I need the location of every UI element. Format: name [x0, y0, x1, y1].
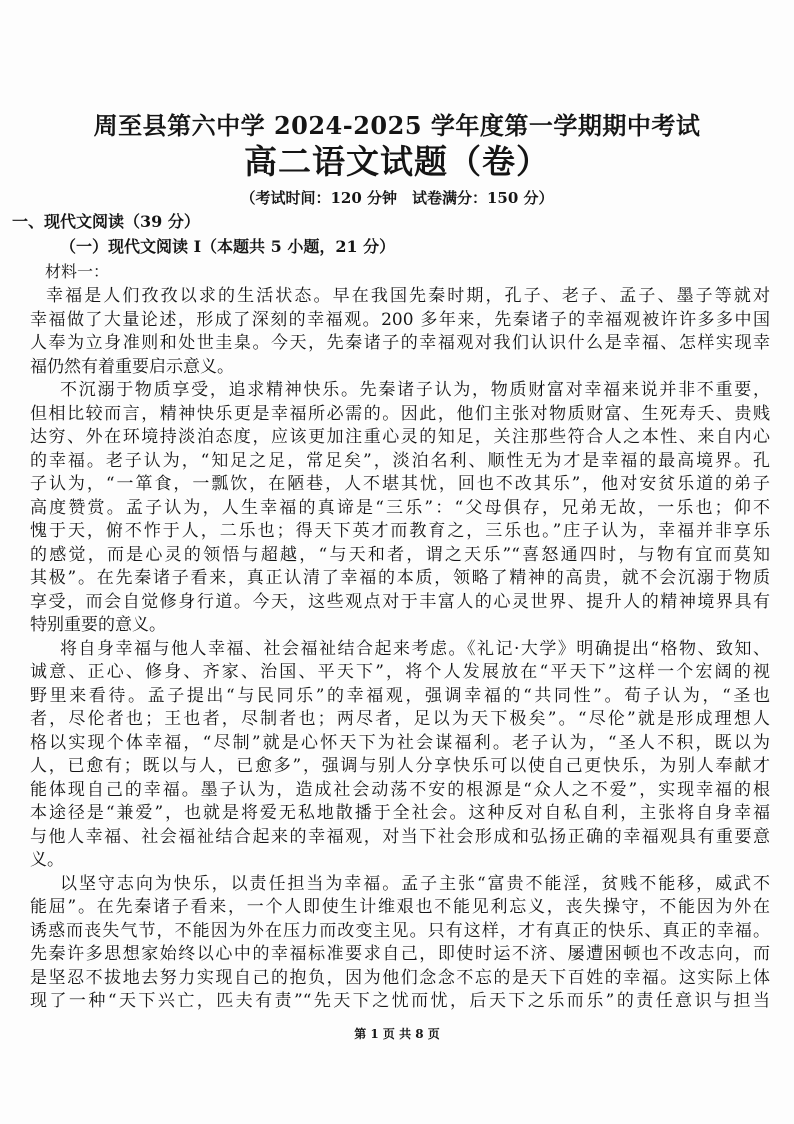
text-line: 以坚守志向为快乐，以责任担当为幸福。孟子主张“富贵不能淫，贫贱不能移，威武不 — [60, 873, 770, 894]
text-line: 福仍然有着重要启示意义。 — [30, 356, 234, 377]
text-line: 其极”。在先秦诸子看来，真正认清了幸福的本质，领略了精神的高贵，就不会沉溺于物质 — [30, 568, 770, 588]
text-line: 人奉为立身准则和处世圭臬。今天，先秦诸子的幸福观对我们认识什么是幸福、怎样实现幸 — [30, 333, 770, 353]
text-line: 能体现自己的幸福。墨子认为，造成社会动荡不安的根源是“众人之不爱”，实现幸福的根 — [30, 779, 770, 800]
text-line: 本途径是“兼爱”，也就是将爱无私地散播于全社会。这种反对自私自利，主张将自身幸福 — [30, 803, 770, 823]
text-line: 不沉溺于物质享受，追求精神快乐。先秦诸子认为，物质财富对幸福来说并非不重要， — [60, 380, 770, 400]
text-line: 愧于天，俯不怍于人，二乐也；得天下英才而教育之，三乐也。”庄子认为，幸福并非享乐 — [30, 521, 770, 541]
paragraph-1 — [30, 285, 770, 379]
school-exam-title: 周至县第六中学 2024-2025 学年度第一学期期中考试 — [93, 111, 701, 140]
text-line: 享受，而会自觉修身行道。今天，这些观点对于丰富人的心灵世界、提升人的精神境界具有 — [30, 591, 770, 612]
text-line: 野里来看待。孟子提出“与民同乐”的幸福观，强调幸福的“共同性”。荀子认为，“圣也 — [30, 685, 770, 706]
text-line: 达穷、外在环境持淡泊态度，应该更加注重心灵的知足，关注那些符合人之本性、来自内心 — [30, 427, 770, 447]
paragraph-2 — [30, 379, 770, 638]
text-line: 将自身幸福与他人幸福、社会福祉结合起来考虑。《礼记·大学》明确提出“格物、致知、 — [60, 638, 770, 659]
paragraph-4 — [30, 873, 770, 1014]
text-line: 诚意、正心、修身、齐家、治国、平天下”，将个人发展放在“平天下”这样一个宏阔的视 — [30, 662, 770, 682]
text-line: 先秦许多思想家始终以心中的幸福标准要求自己，即使时运不济、屡遭困顿也不改志向，而 — [30, 944, 770, 964]
reading-passage — [30, 285, 770, 1014]
text-line: 者，尽伦者也；王也者，尽制者也；两尽者，足以为天下极矣”。“尽伦”就是形成理想人 — [30, 709, 770, 729]
paragraph-3 — [30, 638, 770, 873]
text-line: 现了一种“天下兴亡，匹夫有责”“先天下之忧而忧，后天下之乐而乐”的责任意识与担当 — [30, 991, 770, 1011]
text-line: 幸福是人们孜孜以求的生活状态。早在我国先秦时期，孔子、老子、孟子、墨子等就对 — [46, 286, 770, 306]
text-line: 特别重要的意义。 — [30, 615, 166, 635]
text-line: 子认为，“一箪食，一瓢饮，在陋巷，人不堪其忧，回也不改其乐”，他对安贫乐道的弟子 — [30, 474, 770, 494]
text-line: 诱惑而丧失气节，不能因为外在压力而改变主见。只有这样，才有真正的快乐、真正的幸福。 — [30, 920, 770, 941]
text-line: 的感觉，而是心灵的领悟与超越，“与天和者，谓之天乐”“喜怒通四时，与物有宜而莫知 — [30, 544, 770, 565]
text-line: 格以实现个体幸福，“尽制”就是心怀天下为社会谋福利。老子认为，“圣人不积，既以为 — [30, 732, 770, 753]
section-heading: 一、现代文阅读（39 分） — [12, 212, 200, 231]
text-line: 但相比较而言，精神快乐更是幸福所必需的。因此，他们主张对物质财富、生死寿夭、贵贱 — [30, 403, 770, 424]
text-line: 是坚忍不拔地去努力实现自己的抱负，因为他们念念不忘的是天下百姓的幸福。这实际上体 — [30, 967, 770, 988]
text-line: 高度赞赏。孟子认为，人生幸福的真谛是“三乐”：“父母俱存，兄弟无故，一乐也；仰不 — [30, 497, 770, 518]
text-line: 义。 — [30, 850, 64, 870]
page-number-footer: 第 1 页 共 8 页 — [354, 1027, 440, 1041]
paper-title: 高二语文试题（卷） — [244, 142, 550, 181]
section-subheading: （一）现代文阅读 I（本题共 5 小题，21 分） — [60, 237, 396, 256]
text-line: 的幸福。老子认为，“知足之足，常足矣”，淡泊名利、顺性无为才是幸福的最高境界。孔 — [30, 450, 770, 471]
text-line: 幸福做了大量论述，形成了深刻的幸福观。200 多年来，先秦诸子的幸福观被许许多多中国 — [30, 309, 770, 330]
material-label: 材料一： — [45, 262, 110, 281]
text-line: 与他人幸福、社会福祉结合起来的幸福观，对当下社会形成和弘扬正确的幸福观具有重要意 — [30, 826, 770, 847]
text-line: 人，已愈有；既以与人，已愈多”，强调与别人分享快乐可以使自己更快乐，为别人奉献才 — [30, 756, 770, 776]
text-line: 能屈”。在先秦诸子看来，一个人即使生计维艰也不能见利忘义，丧失操守，不能因为外在 — [30, 897, 770, 917]
exam-time-and-score-info: （考试时间：120 分钟 试卷满分：150 分） — [240, 189, 554, 207]
